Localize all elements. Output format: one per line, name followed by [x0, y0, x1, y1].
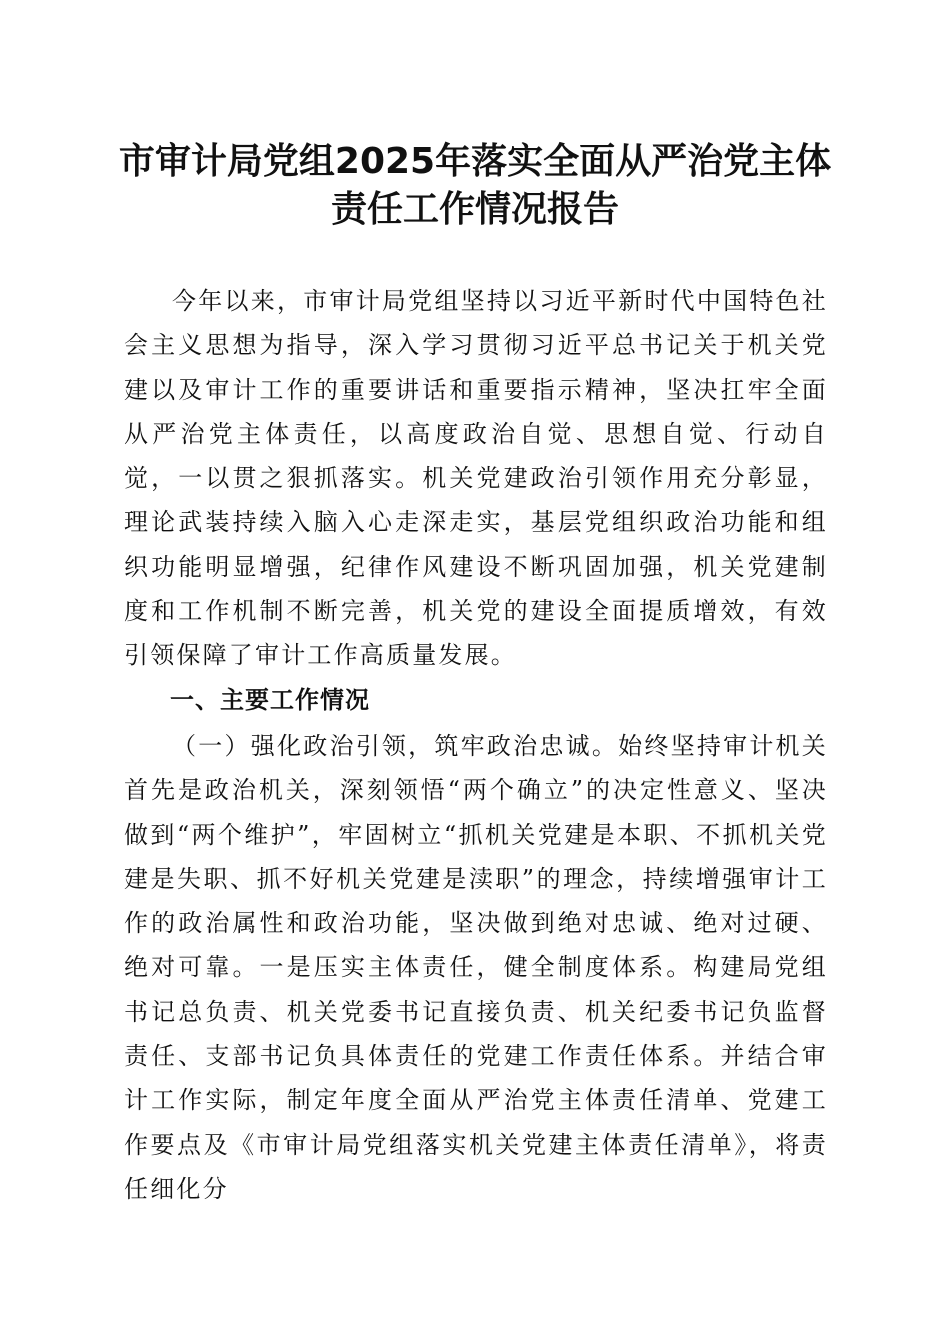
document-title-line-1: 市审计局党组2025年落实全面从严治党主体 — [118, 141, 832, 182]
section-paragraph-political-guidance: （一）强化政治引领，筑牢政治忠诚。始终坚持审计机关首先是政治机关，深刻领悟“两个确立”的决定性意义、坚决做到“两个维护”，牢固树立“抓机关党建是本职、不抓机关党建是失职、抓不好机关党建是渎职”的理念，持续增强审计工作的政治属性和政治功能，坚决做到绝对忠诚、绝对过硬、绝对可靠。一是压实主体责任，健全制度体系。构建局党组书记总负责、机关党委书记直接负责、机关纪委书记负监督责任、支部书记负具体责任的党建工作责任体系。并结合审计工作实际，制定年度全面从严治党主体责任清单、党建工作要点及《市审计局党组落实机关党建主体责任清单》，将责任细化分 — [124, 732, 828, 1203]
intro-paragraph: 今年以来，市审计局党组坚持以习近平新时代中国特色社会主义思想为指导，深入学习贯彻习近平总书记关于机关党建以及审计工作的重要讲话和重要指示精神，坚决扛牢全面从严治党主体责任，以高度政治自觉、思想自觉、行动自觉，一以贯之狠抓落实。机关党建政治引领作用充分彰显，理论武装持续入脑入心走深走实，基层党组织政治功能和组织功能明显增强，纪律作风建设不断巩固加强，机关党建制度和工作机制不断完善，机关党的建设全面提质增效，有效引领保障了审计工作高质量发展。 — [124, 287, 828, 670]
section-heading-main-work: 一、主要工作情况 — [170, 686, 370, 714]
document-title-line-2: 责任工作情况报告 — [330, 189, 619, 230]
